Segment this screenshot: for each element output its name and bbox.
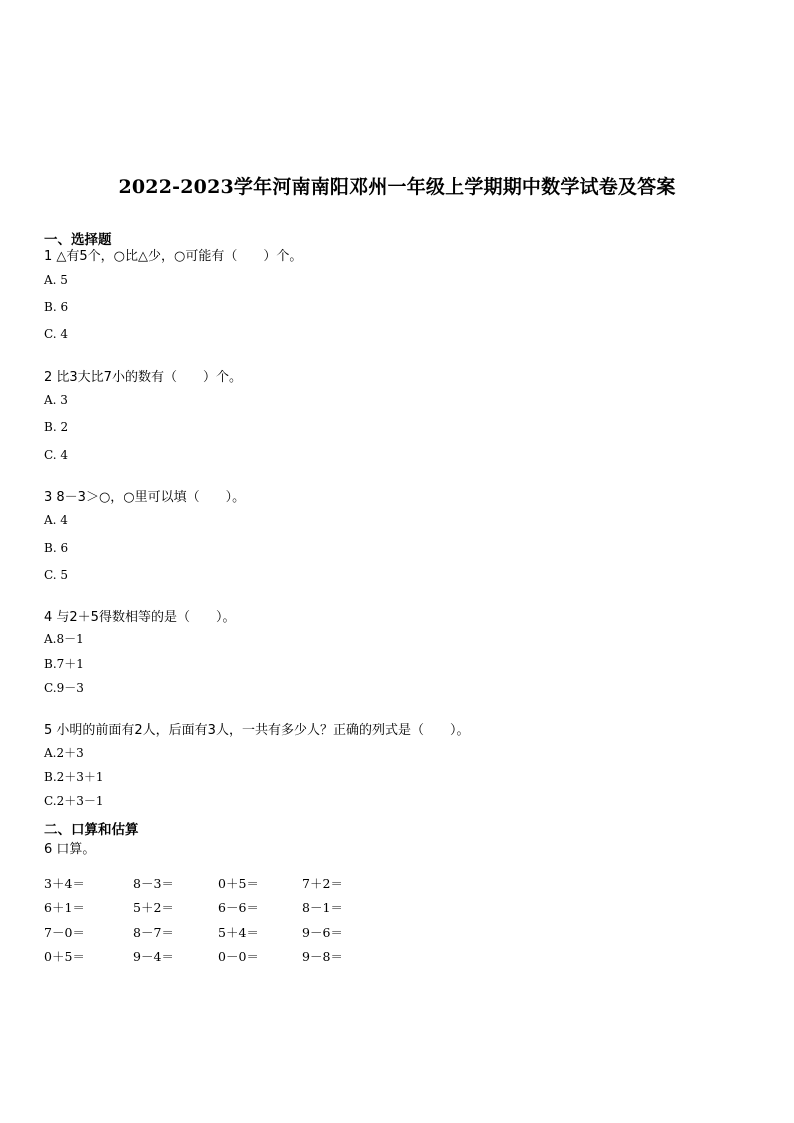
- calc-item: 0＋5＝: [44, 949, 85, 964]
- question-2: 2 比3大比7小的数有（ ）个。: [44, 370, 242, 385]
- question-3-option-b: B. 6: [44, 541, 69, 555]
- calc-item: 7＋2＝: [302, 876, 343, 891]
- question-1-option-a: A. 5: [44, 273, 68, 287]
- calc-item: 8－7＝: [133, 925, 174, 940]
- question-1-option-c: C. 4: [44, 327, 69, 341]
- calc-item: 5＋4＝: [218, 925, 259, 940]
- question-1-option-b: B. 6: [44, 300, 69, 314]
- question-5-option-c: C.2＋3－1: [44, 794, 104, 808]
- question-6: 6 口算。: [44, 842, 96, 857]
- question-5-option-a: A.2＋3: [44, 746, 84, 760]
- question-5: 5 小明的前面有2人，后面有3人，一共有多少人？正确的列式是（ ）。: [44, 723, 470, 738]
- calc-item: 6－6＝: [218, 900, 259, 915]
- calc-item: 9－8＝: [302, 949, 343, 964]
- question-4-option-a: A.8－1: [44, 632, 84, 646]
- question-3: 3 8－3＞○，○里可以填（ ）。: [44, 490, 246, 505]
- question-3-option-a: A. 4: [44, 513, 68, 527]
- calc-item: 3＋4＝: [44, 876, 85, 891]
- calc-item: 5＋2＝: [133, 900, 174, 915]
- question-2-option-a: A. 3: [44, 393, 68, 407]
- section-heading-choice: 一、选择题: [44, 232, 112, 248]
- question-4-option-c: C.9－3: [44, 681, 84, 695]
- page-title: 2022-2023学年河南南阳邓州一年级上学期期中数学试卷及答案: [118, 176, 676, 198]
- calc-item: 9－6＝: [302, 925, 343, 940]
- calc-item: 6＋1＝: [44, 900, 85, 915]
- question-1: 1 △有5个，○比△少，○可能有（ ）个。: [44, 249, 303, 264]
- question-3-option-c: C. 5: [44, 568, 69, 582]
- calc-item: 9－4＝: [133, 949, 174, 964]
- question-4: 4 与2＋5得数相等的是（ ）。: [44, 610, 236, 625]
- calc-item: 8－1＝: [302, 900, 343, 915]
- section-heading-mental-math: 二、口算和估算: [44, 822, 139, 838]
- calc-item: 8－3＝: [133, 876, 174, 891]
- question-2-option-b: B. 2: [44, 420, 69, 434]
- question-5-option-b: B.2＋3＋1: [44, 770, 104, 784]
- calc-item: 7－0＝: [44, 925, 85, 940]
- question-2-option-c: C. 4: [44, 448, 69, 462]
- question-4-option-b: B.7＋1: [44, 657, 84, 671]
- calc-item: 0－0＝: [218, 949, 259, 964]
- calc-item: 0＋5＝: [218, 876, 259, 891]
